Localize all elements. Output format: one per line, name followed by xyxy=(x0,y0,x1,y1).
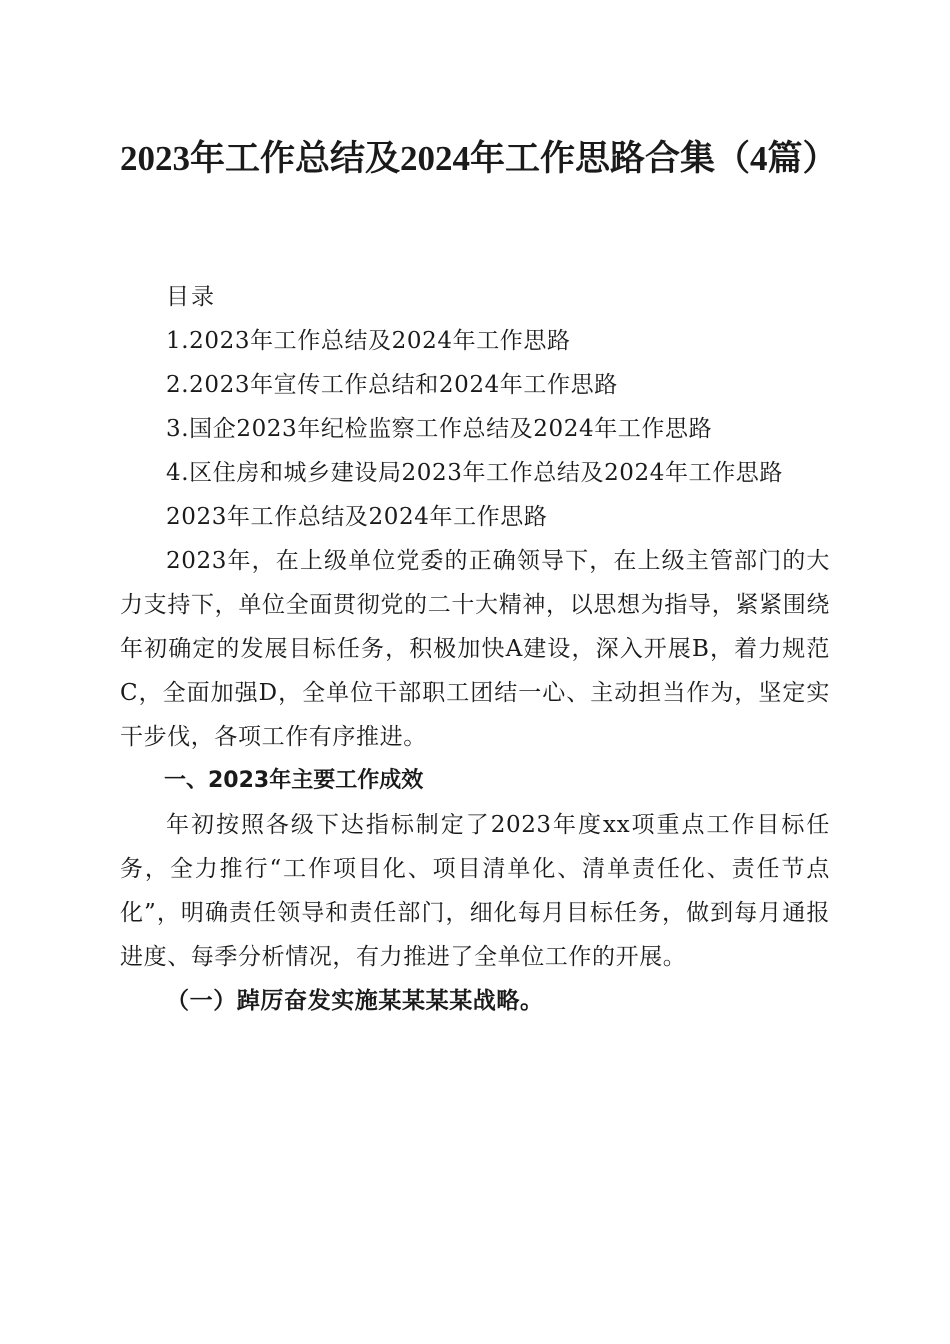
article-title: 2023年工作总结及2024年工作思路 xyxy=(166,504,548,530)
section-paragraph: 年初按照各级下达指标制定了2023年度xx项重点工作目标任务，全力推行“工作项目化、项目清单化、清单责任化、责任节点化”，明确责任领导和责任部门，细化每月目标任务，做到每月通报进度、每季分析情况，有力推进了全单位工作的开展。 xyxy=(120,812,830,970)
toc-item-4: 4.区住房和城乡建设局2023年工作总结及2024年工作思路 xyxy=(166,460,784,486)
toc-item-1: 1.2023年工作总结及2024年工作思路 xyxy=(166,328,571,354)
toc-heading: 目录 xyxy=(166,284,216,310)
document-title: 2023年工作总结及2024年工作思路合集（4篇） xyxy=(120,139,838,178)
intro-paragraph: 2023年，在上级单位党委的正确领导下，在上级主管部门的大力支持下，单位全面贯彻党的二十大精神，以思想为指导，紧紧围绕年初确定的发展目标任务，积极加快A建设，深入开展B，着力规范C，全面加强D，全单位干部职工团结一心、主动担当作为，坚定实干步伐，各项工作有序推进。 xyxy=(120,548,830,750)
subsection-heading: （一）踔厉奋发实施某某某某战略。 xyxy=(166,987,544,1014)
document-page xyxy=(120,0,838,1344)
toc-item-3: 3.国企2023年纪检监察工作总结及2024年工作思路 xyxy=(166,416,713,442)
document-body xyxy=(120,275,830,1023)
section-heading: 一、2023年主要工作成效 xyxy=(164,768,424,793)
toc-item-2: 2.2023年宣传工作总结和2024年工作思路 xyxy=(166,372,618,398)
